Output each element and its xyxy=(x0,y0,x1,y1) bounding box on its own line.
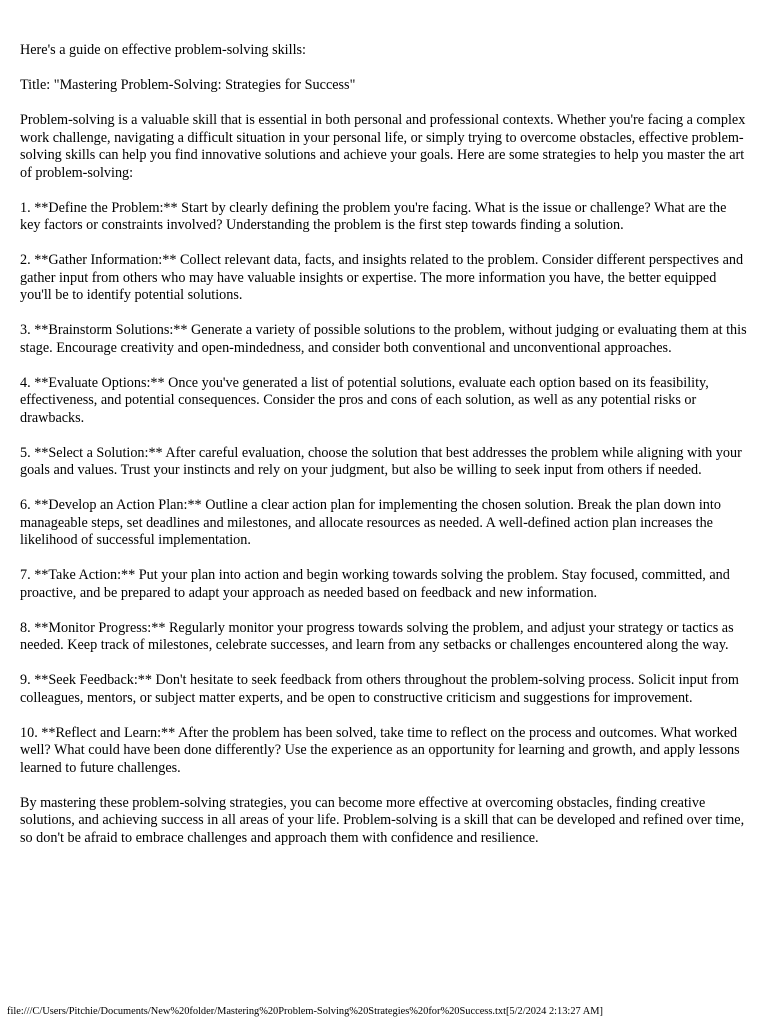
closing-paragraph: By mastering these problem-solving strategies, you can become more effective at overcoming obstacles, finding creative solutions, and achieving success in all areas of your life. Problem-solving is a skill that can be developed and refined over time, so don't be afraid to embrace challenges and approach them with confidence and resilience. xyxy=(20,794,745,846)
step-seek-feedback: 9. **Seek Feedback:** Don't hesitate to seek feedback from others throughout the problem-solving process. Solicit input from colleagues, mentors, or subject matter experts, and be open to constructive criticism and suggestions for improvement. xyxy=(20,672,739,706)
step-gather-information: 2. **Gather Information:** Collect relevant data, facts, and insights related to the problem. Consider different perspectives and gather input from others who may have valuable insights or expertise. The more information you have, the better equipped you'll be to identify potential solutions. xyxy=(20,252,744,303)
step-select-solution: 5. **Select a Solution:** After careful evaluation, choose the solution that best addresses the problem while aligning with your goals and values. Trust your instincts and rely on your judgment, but also be willing to seek input from others if needed. xyxy=(20,444,742,478)
print-footer-file-path: file:///C/Users/Pitchie/Documents/New%20folder/Mastering%20Problem-Solving%20Strategies%20for%20Success.txt[5/2/2024 2:13:27 AM] xyxy=(7,1006,603,1017)
intro-line: Here's a guide on effective problem-solving skills: xyxy=(20,42,306,58)
intro-paragraph: Problem-solving is a valuable skill that is essential in both personal and professional contexts. Whether you're facing a complex work challenge, navigating a difficult situation in your personal life, or simply trying to overcome obstacles, effective problem-solving skills can help you find innovative solutions and achieve your goals. Here are some strategies to help you master the art of problem-solving: xyxy=(20,112,746,181)
step-brainstorm-solutions: 3. **Brainstorm Solutions:** Generate a variety of possible solutions to the problem, without judging or evaluating them at this stage. Encourage creativity and open-mindedness, and consider both conventional and unconventional approaches. xyxy=(20,322,747,356)
document-body xyxy=(20,42,748,865)
step-monitor-progress: 8. **Monitor Progress:** Regularly monitor your progress towards solving the problem, and adjust your strategy or tactics as needed. Keep track of milestones, celebrate successes, and learn from any setbacks or challenges encountered along the way. xyxy=(20,619,734,653)
step-take-action: 7. **Take Action:** Put your plan into action and begin working towards solving the problem. Stay focused, committed, and proactive, and be prepared to adapt your approach as needed based on feedback and new information. xyxy=(20,567,730,601)
step-define-problem: 1. **Define the Problem:** Start by clearly defining the problem you're facing. What is the issue or challenge? What are the key factors or constraints involved? Understanding the problem is the first step towards finding a solution. xyxy=(20,199,727,233)
step-develop-action-plan: 6. **Develop an Action Plan:** Outline a clear action plan for implementing the chosen solution. Break the plan down into manageable steps, set deadlines and milestones, and allocate resources as needed. A well-defined action plan increases the likelihood of successful implementation. xyxy=(20,497,721,548)
step-evaluate-options: 4. **Evaluate Options:** Once you've generated a list of potential solutions, evaluate each option based on its feasibility, effectiveness, and potential consequences. Consider the pros and cons of each solution, as well as any potential risks or drawbacks. xyxy=(20,374,709,426)
step-reflect-and-learn: 10. **Reflect and Learn:** After the problem has been solved, take time to reflect on the process and outcomes. What worked well? What could have been done differently? Use the experience as an opportunity for learning and growth, and apply lessons learned to future challenges. xyxy=(20,724,740,776)
title-line: Title: "Mastering Problem-Solving: Strategies for Success" xyxy=(20,77,356,93)
